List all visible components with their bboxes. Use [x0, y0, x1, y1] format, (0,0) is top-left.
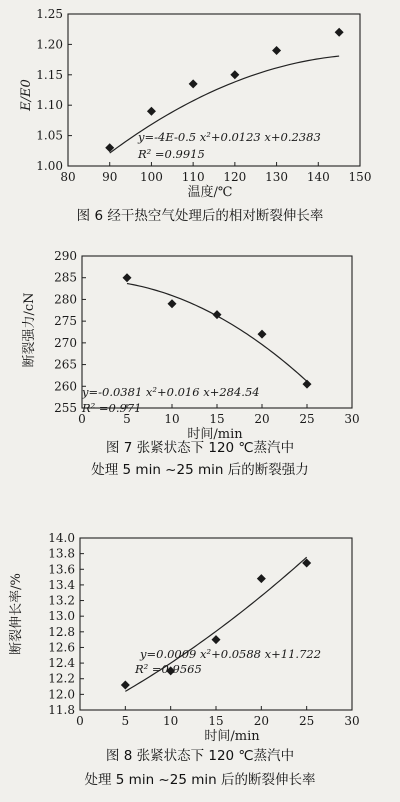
- x-axis-label: 时间/min: [204, 729, 260, 744]
- y-tick-label: 12.8: [48, 624, 75, 639]
- y-tick-label: 13.4: [48, 577, 75, 592]
- x-tick-label: 5: [123, 412, 131, 426]
- y-tick-labels: [36, 7, 72, 173]
- y-tick-label: 12.6: [48, 640, 75, 655]
- figure-6-caption: 图 6 经干热空气处理后的相对断裂伸长率: [76, 208, 324, 224]
- y-tick-label: 1.10: [36, 98, 63, 113]
- plot-frame: [80, 538, 352, 710]
- x-tick-label: 20: [253, 714, 269, 728]
- x-tick-label: 120: [223, 170, 247, 184]
- y-tick-label: 285: [54, 270, 77, 285]
- fit-equation: y=-4E-0.5 x²+0.0123 x+0.2383: [138, 130, 321, 144]
- r-squared: R² =0.971: [82, 401, 142, 415]
- y-tick-label: 12.4: [48, 656, 75, 671]
- y-tick-labels: [48, 531, 84, 717]
- y-tick-label: 13.6: [48, 562, 75, 577]
- x-tick-label: 80: [60, 170, 76, 184]
- data-point-marker: [168, 299, 177, 308]
- y-tick-label: 1.15: [36, 67, 63, 82]
- y-tick-label: 12.0: [48, 687, 75, 702]
- y-tick-label: 265: [54, 357, 77, 372]
- x-tick-label: 0: [78, 412, 86, 426]
- x-tick-label: 30: [344, 714, 360, 728]
- x-tick-label: 0: [76, 714, 84, 728]
- data-point-marker: [123, 273, 132, 282]
- figure-7-caption: 图 7 张紧状态下 120 ℃蒸汽中: [105, 440, 295, 456]
- r-squared: R² =0.9915: [138, 147, 205, 161]
- y-tick-label: 1.25: [36, 7, 63, 21]
- y-tick-label: 13.8: [48, 546, 75, 561]
- data-point-marker: [147, 107, 156, 116]
- chart-breaking-strength: [0, 238, 400, 442]
- fit-equation: y=0.0009 x²+0.0588 x+11.722: [140, 647, 322, 661]
- data-point-marker: [212, 635, 221, 644]
- x-axis-label: 温度/℃: [187, 185, 233, 200]
- x-tick-label: 10: [164, 412, 180, 426]
- x-tick-label: 150: [348, 170, 372, 184]
- x-tick-label: 25: [299, 714, 315, 728]
- y-tick-label: 270: [54, 335, 77, 350]
- data-point-marker: [121, 680, 130, 689]
- y-tick-label: 275: [54, 314, 77, 329]
- x-tick-labels: [76, 706, 359, 728]
- y-tick-label: 14.0: [48, 531, 75, 545]
- y-tick-label: 1.20: [36, 37, 63, 52]
- chart-relative-elongation: [0, 0, 400, 200]
- x-tick-label: 20: [254, 412, 270, 426]
- x-tick-label: 5: [121, 714, 130, 728]
- data-point-marker: [257, 574, 266, 583]
- x-tick-label: 30: [344, 412, 360, 426]
- x-tick-label: 15: [209, 412, 225, 426]
- data-point-marker: [189, 79, 198, 88]
- x-tick-label: 25: [299, 412, 315, 426]
- y-tick-label: 1.05: [36, 128, 63, 143]
- data-point-marker: [230, 70, 239, 79]
- y-tick-label: 13.2: [48, 593, 75, 608]
- plot-area: [80, 538, 352, 710]
- y-tick-label: 280: [54, 292, 77, 307]
- data-points: [123, 273, 312, 388]
- x-tick-label: 15: [208, 714, 224, 728]
- x-tick-label: 10: [163, 714, 179, 728]
- fit-equation: y=-0.0381 x²+0.016 x+284.54: [82, 385, 260, 399]
- x-tick-label: 130: [265, 170, 289, 184]
- y-tick-label: 255: [54, 401, 77, 415]
- y-axis-label: 断裂伸长率/%: [9, 573, 24, 655]
- r-squared: R² =0.9565: [135, 662, 202, 676]
- figure-8-caption-line2: 处理 5 min ~25 min 后的断裂伸长率: [84, 772, 316, 788]
- x-tick-label: 90: [102, 170, 118, 184]
- y-tick-label: 13.0: [48, 609, 75, 624]
- x-tick-label: 110: [181, 170, 205, 184]
- y-tick-label: 260: [54, 379, 77, 394]
- y-tick-label: 290: [54, 249, 77, 263]
- data-point-marker: [335, 28, 344, 37]
- data-point-marker: [258, 330, 267, 339]
- y-axis-label: E/E0: [19, 79, 34, 111]
- data-point-marker: [272, 46, 281, 55]
- x-tick-label: 100: [139, 170, 163, 184]
- fit-curve: [127, 284, 307, 382]
- y-tick-label: 12.2: [48, 671, 75, 686]
- x-tick-labels: [60, 162, 371, 184]
- figure-8-caption: 图 8 张紧状态下 120 ℃蒸汽中: [105, 748, 295, 764]
- data-point-marker: [303, 380, 312, 389]
- chart-elongation-rate: [0, 526, 400, 744]
- y-axis-label: 断裂强力/cN: [22, 292, 37, 368]
- y-tick-label: 1.00: [36, 159, 63, 173]
- figure-7-caption-line2: 处理 5 min ~25 min 后的断裂强力: [91, 462, 309, 478]
- x-tick-label: 140: [306, 170, 330, 184]
- y-tick-label: 11.8: [48, 703, 75, 717]
- x-axis-label: 时间/min: [187, 427, 243, 442]
